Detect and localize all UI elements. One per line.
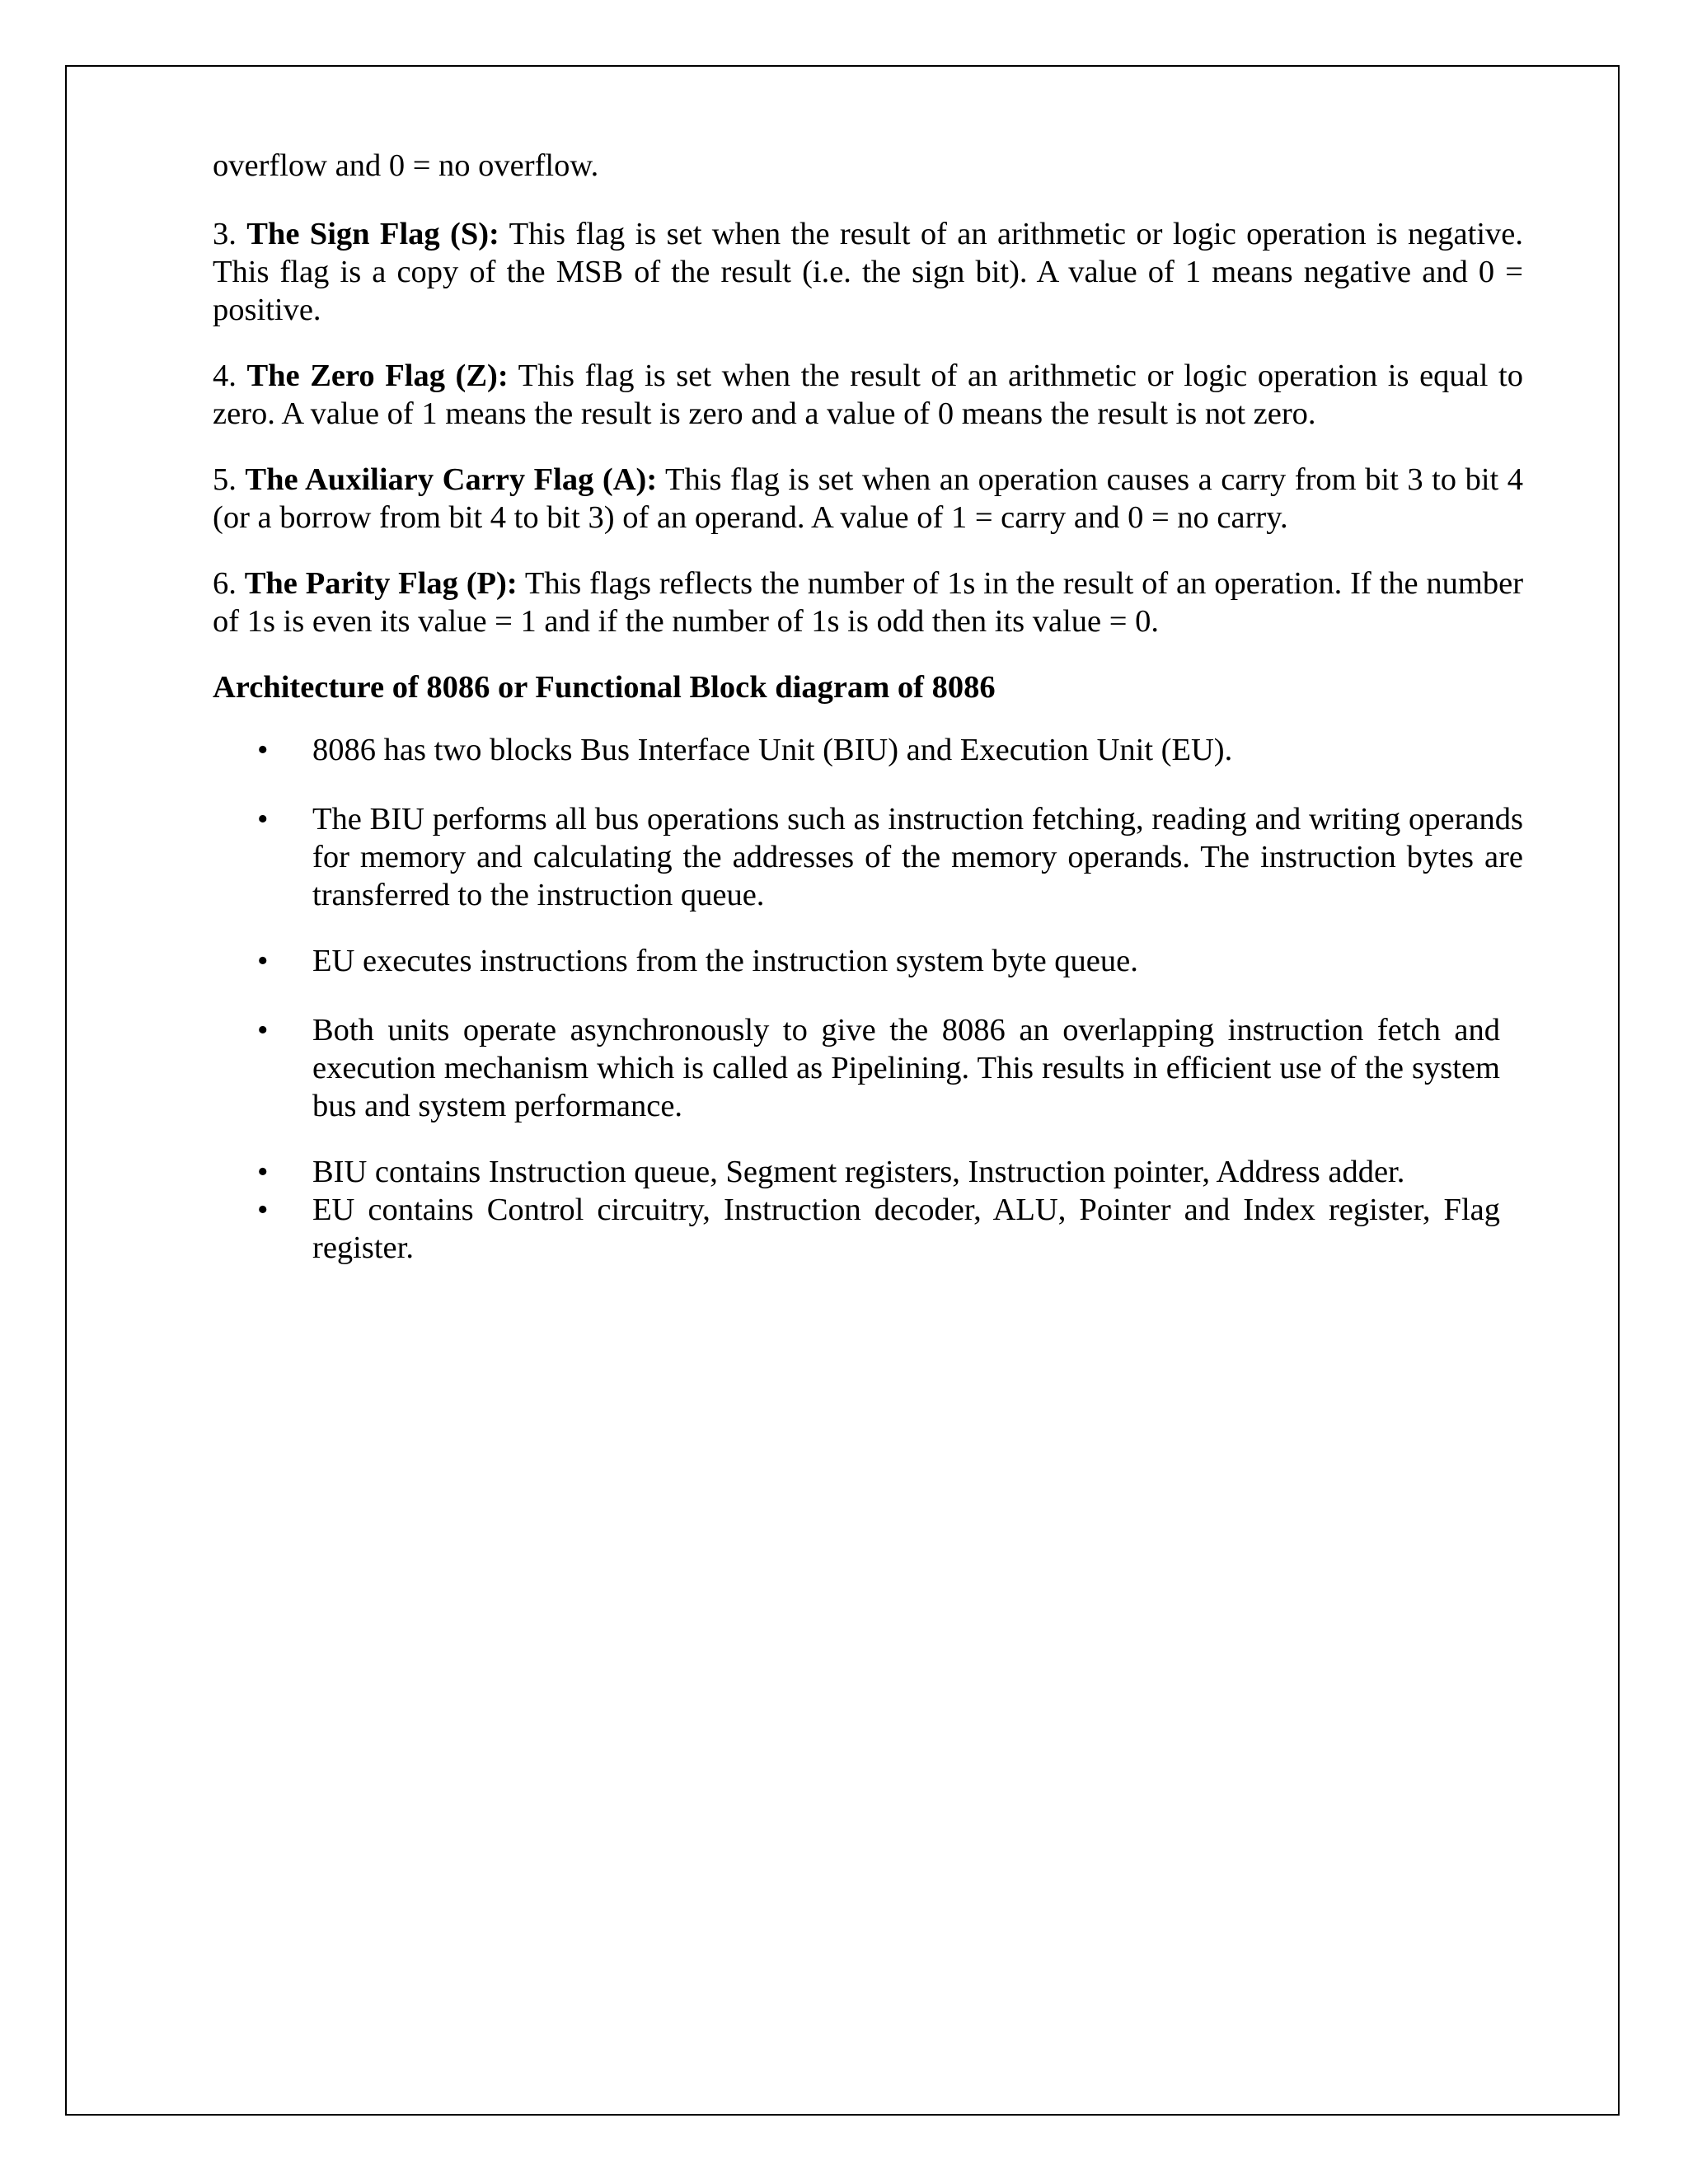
flag-description: This flag is set when the result of an arithmetic or logic operation is negative. This flag is a copy of the MSB of the result (i.e. the sign bit). A value of 1 means negative and 0 = positive.	[213, 217, 1524, 327]
flag-name: The Zero Flag (Z):	[246, 359, 509, 393]
list-item-text: Both units operate asynchronously to give the 8086 an overlapping instruction fetch and execution mechanism which is called as Pipelining. This results in efficient use of the system bus and system performance.	[312, 1013, 1500, 1123]
list-item-text: EU contains Control circuitry, Instruction decoder, ALU, Pointer and Index register, Flag register.	[312, 1193, 1500, 1265]
list-item	[213, 1011, 1500, 1125]
list-item	[213, 1153, 1500, 1191]
bullet-icon: •	[257, 944, 269, 978]
flag-name: The Auxiliary Carry Flag (A):	[245, 462, 658, 497]
flag-paragraph-sign	[213, 215, 1523, 329]
flag-number: 5.	[213, 462, 237, 497]
flag-paragraph-zero	[213, 357, 1523, 433]
flag-number: 3.	[213, 217, 237, 251]
flag-description: This flags reflects the number of 1s in the result of an operation. If the number of 1s is even its value = 1 and if the number of 1s is odd then its value = 0.	[213, 566, 1524, 639]
bullet-icon: •	[257, 1013, 269, 1047]
document-body	[213, 147, 1523, 1267]
bullet-icon: •	[257, 802, 269, 837]
flag-paragraph-auxiliary-carry	[213, 461, 1523, 537]
bullet-icon: •	[257, 733, 269, 767]
list-item	[213, 731, 1523, 769]
list-item	[213, 942, 1523, 980]
flag-number: 6.	[213, 566, 237, 601]
flag-name: The Parity Flag (P):	[244, 566, 518, 601]
bullet-icon: •	[257, 1155, 269, 1189]
list-item-text: 8086 has two blocks Bus Interface Unit (BIU) and Execution Unit (EU).	[312, 733, 1233, 767]
section-heading: Architecture of 8086 or Functional Block diagram of 8086	[213, 670, 996, 705]
list-item-text: The BIU performs all bus operations such as instruction fetching, reading and writing operands for memory and calculating the addresses of the memory operands. The instruction bytes are transferred to the instruction queue.	[312, 802, 1523, 912]
flag-number: 4.	[213, 359, 237, 393]
continuation-text: overflow and 0 = no overflow.	[213, 148, 599, 183]
flag-description: This flag is set when the result of an arithmetic or logic operation is equal to zero. A value of 1 means the result is zero and a value of 0 means the result is not zero.	[213, 359, 1523, 431]
flag-description: This flag is set when an operation causes a carry from bit 3 to bit 4 (or a borrow from bit 4 to bit 3) of an operand. A value of 1 = carry and 0 = no carry.	[213, 462, 1523, 535]
bullet-icon: •	[257, 1193, 269, 1227]
flag-name: The Sign Flag (S):	[246, 217, 499, 251]
list-item-text: BIU contains Instruction queue, Segment registers, Instruction pointer, Address adder.	[312, 1155, 1405, 1189]
flag-paragraph-parity	[213, 565, 1523, 640]
list-item-text: EU executes instructions from the instruction system byte queue.	[312, 944, 1138, 978]
list-item	[213, 1191, 1500, 1267]
architecture-bullet-list	[213, 731, 1523, 1267]
list-item	[213, 800, 1523, 914]
